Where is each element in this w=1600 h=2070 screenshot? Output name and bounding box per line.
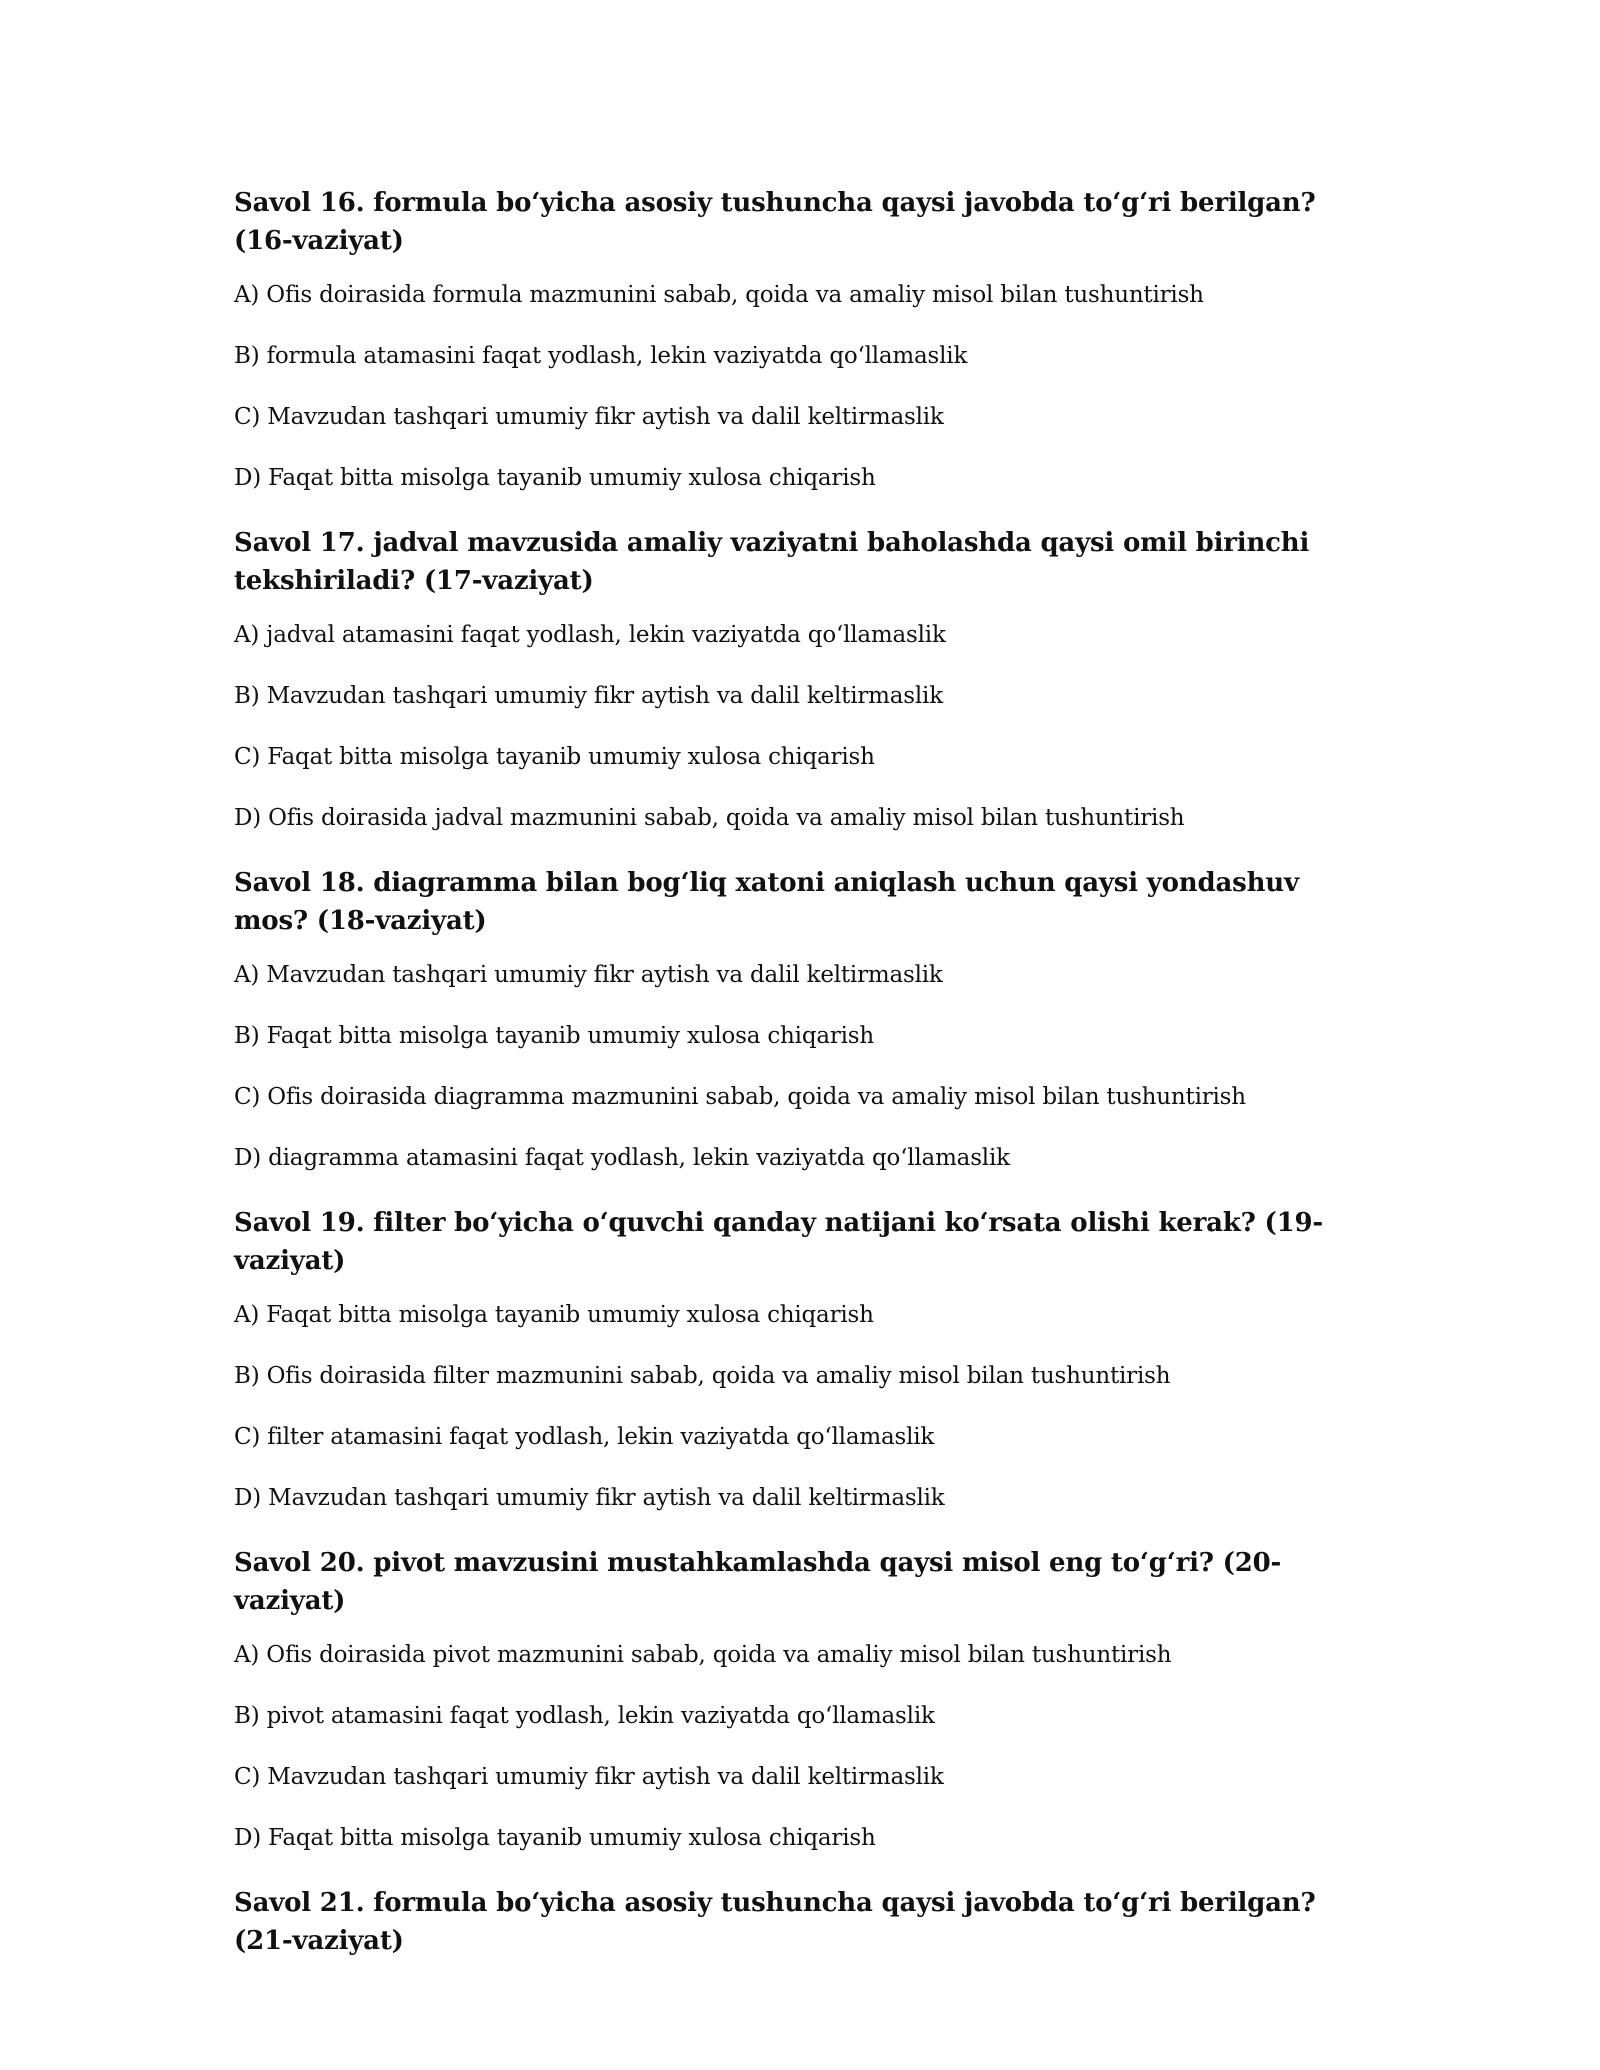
answer-option-a: A) Mavzudan tashqari umumiy fikr aytish va dalil keltirmaslik bbox=[234, 962, 943, 988]
answer-option-c: C) filter atamasini faqat yodlash, lekin vaziyatda qo‘llamaslik bbox=[234, 1424, 935, 1450]
question-19 bbox=[234, 1204, 1374, 1513]
answer-option-b: B) formula atamasini faqat yodlash, lekin vaziyatda qo‘llamaslik bbox=[234, 343, 968, 369]
answer-option-c: C) Mavzudan tashqari umumiy fikr aytish va dalil keltirmaslik bbox=[234, 1764, 944, 1790]
question-title: Savol 18. diagramma bilan bog‘liq xatoni aniqlash uchun qaysi yondashuv mos? (18-vaziyat) bbox=[234, 868, 1299, 936]
question-title: Savol 21. formula bo‘yicha asosiy tushuncha qaysi javobda to‘g‘ri berilgan? (21-vaziyat) bbox=[234, 1888, 1316, 1956]
answer-option-d: D) diagramma atamasini faqat yodlash, lekin vaziyatda qo‘llamaslik bbox=[234, 1145, 1010, 1171]
question-title: Savol 19. filter bo‘yicha o‘quvchi qanday natijani ko‘rsata olishi kerak? (19-vaziyat) bbox=[234, 1208, 1323, 1276]
answer-option-d: D) Faqat bitta misolga tayanib umumiy xulosa chiqarish bbox=[234, 1825, 876, 1851]
answer-option-b: B) pivot atamasini faqat yodlash, lekin vaziyatda qo‘llamaslik bbox=[234, 1703, 935, 1729]
answer-option-b: B) Faqat bitta misolga tayanib umumiy xulosa chiqarish bbox=[234, 1023, 875, 1049]
answer-option-d: D) Faqat bitta misolga tayanib umumiy xulosa chiqarish bbox=[234, 465, 876, 491]
question-18 bbox=[234, 864, 1374, 1173]
answer-option-d: D) Mavzudan tashqari umumiy fikr aytish va dalil keltirmaslik bbox=[234, 1485, 945, 1511]
question-16 bbox=[234, 184, 1374, 493]
question-20 bbox=[234, 1544, 1374, 1853]
answer-option-b: B) Mavzudan tashqari umumiy fikr aytish va dalil keltirmaslik bbox=[234, 683, 943, 709]
question-title: Savol 17. jadval mavzusida amaliy vaziyatni baholashda qaysi omil birinchi tekshiriladi? (17-vaziyat) bbox=[234, 528, 1310, 596]
question-21 bbox=[234, 1884, 1374, 1960]
answer-option-d: D) Ofis doirasida jadval mazmunini sabab, qoida va amaliy misol bilan tushuntirish bbox=[234, 805, 1185, 831]
answer-option-c: C) Faqat bitta misolga tayanib umumiy xulosa chiqarish bbox=[234, 744, 875, 770]
answer-option-b: B) Ofis doirasida filter mazmunini sabab, qoida va amaliy misol bilan tushuntirish bbox=[234, 1363, 1171, 1389]
answer-option-a: A) jadval atamasini faqat yodlash, lekin vaziyatda qo‘llamaslik bbox=[234, 622, 946, 648]
answer-option-a: A) Ofis doirasida pivot mazmunini sabab, qoida va amaliy misol bilan tushuntirish bbox=[234, 1642, 1172, 1668]
question-17 bbox=[234, 524, 1374, 833]
answer-option-a: A) Faqat bitta misolga tayanib umumiy xulosa chiqarish bbox=[234, 1302, 874, 1328]
question-title: Savol 20. pivot mavzusini mustahkamlashda qaysi misol eng to‘g‘ri? (20-vaziyat) bbox=[234, 1548, 1282, 1616]
question-list bbox=[234, 184, 1374, 1980]
answer-option-c: C) Ofis doirasida diagramma mazmunini sabab, qoida va amaliy misol bilan tushuntirish bbox=[234, 1084, 1246, 1110]
question-title: Savol 16. formula bo‘yicha asosiy tushuncha qaysi javobda to‘g‘ri berilgan? (16-vaziyat) bbox=[234, 188, 1316, 256]
answer-option-a: A) Ofis doirasida formula mazmunini sabab, qoida va amaliy misol bilan tushuntirish bbox=[234, 282, 1204, 308]
answer-option-c: C) Mavzudan tashqari umumiy fikr aytish va dalil keltirmaslik bbox=[234, 404, 944, 430]
